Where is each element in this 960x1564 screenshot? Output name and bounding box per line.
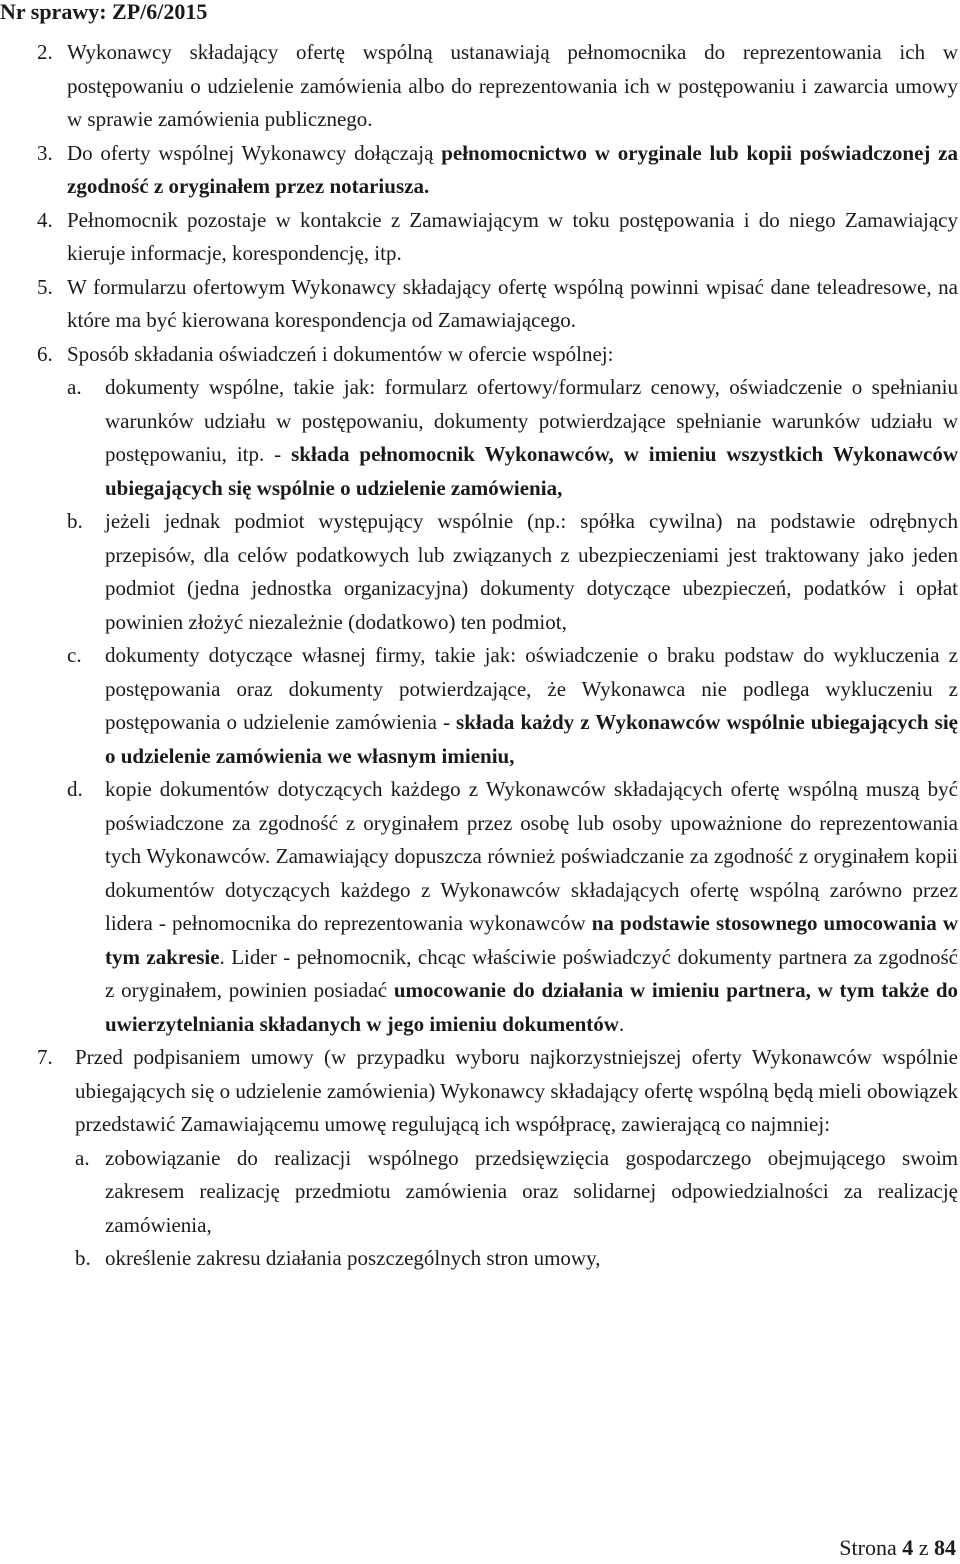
sub-item-text: jeżeli jednak podmiot występujący wspólnie (np.: spółka cywilna) na podstawie odrębnych przepisów, dla celów podatkowych lub związanych z ubezpieczeniami jest traktowany jako jeden podmiot (jedna jednostka organizacyjna) dokumenty dotyczące ubezpieczeń, podatków i opłat powinien złożyć niezależnie (dodatkowo) ten podmiot,	[105, 509, 958, 634]
item-text: W formularzu ofertowym Wykonawcy składający ofertę wspólną powinni wpisać dane teleadresowe, na które ma być kierowana korespondencja od Zamawiającego.	[67, 274, 958, 332]
sub-item-text: kopie dokumentów dotyczących każdego z Wykonawców składających ofertę wspólną muszą być poświadczone za zgodność z oryginałem przez osobę lub osoby upoważnione do reprezentowania tych Wykonawców. Zamawiający dopuszcza również poświadczanie za zgodność z oryginałem kopii dokumentów dotyczących każdego z Wykonawców składających ofertę wspólną zarówno przez lidera - pełnomocnika do reprezentowania wykonawców na podstawie stosownego umocowania w tym zakresie. Lider - pełnomocnik, chcąc właściwie poświadczyć dokumenty partnera za zgodność z oryginałem, powinien posiadać umocowanie do działania w imieniu partnera, w tym także do uwierzytelniania składanych w jego imieniu dokumentów.	[105, 777, 958, 1036]
item-number: 4.	[37, 207, 53, 232]
list-item-7	[0, 1041, 958, 1276]
list-item-2	[0, 36, 958, 137]
item-text: Pełnomocnik pozostaje w kontakcie z Zamawiającym w toku postępowania i do niego Zamawiający kieruje informacje, korespondencję, itp.	[67, 207, 958, 265]
page-number: Strona 4 z 84	[839, 1535, 956, 1560]
sub-item-letter: b.	[67, 509, 83, 533]
item-number: 7.	[37, 1045, 53, 1069]
document-body	[0, 36, 958, 1276]
sub-item-letter: c.	[67, 643, 82, 667]
item-number: 5.	[37, 274, 53, 299]
sub-item-text: określenie zakresu działania poszczególnych stron umowy,	[105, 1246, 601, 1270]
sub-item-letter: b.	[75, 1246, 91, 1270]
list-item-3	[0, 137, 958, 204]
sub-item-a	[75, 1142, 958, 1243]
sub-item-letter: a.	[75, 1145, 90, 1170]
sub-item-text: zobowiązanie do realizacji wspólnego przedsięwzięcia gospodarczego obejmującego swoim zakresem realizację przedmiotu zamówienia oraz solidarnej odpowiedzialności za realizację zamówienia,	[105, 1145, 958, 1237]
sub-item-c	[67, 639, 958, 773]
item-number: 3.	[37, 140, 53, 165]
list-item-5	[0, 271, 958, 338]
sub-item-text: dokumenty dotyczące własnej firmy, takie jak: oświadczenie o braku podstaw do wykluczenia z postępowania oraz dokumenty potwierdzające, że Wykonawca nie podlega wykluczeniu z postępowania o udzielenie zamówienia - składa każdy z Wykonawców wspólnie ubiegających się o udzielenie zamówienia we własnym imieniu,	[105, 643, 959, 768]
sub-item-b	[67, 505, 958, 639]
item-number: 6.	[37, 341, 53, 366]
item-text: Wykonawcy składający ofertę wspólną ustanawiają pełnomocnika do reprezentowania ich w postępowaniu o udzielenie zamówienia albo do reprezentowania ich w postępowaniu i zawarcia umowy w sprawie zamówienia publicznego.	[67, 40, 958, 131]
list-item-4	[0, 204, 958, 271]
list-item-6	[0, 338, 958, 1042]
item-number: 2.	[37, 40, 53, 64]
sub-item-letter: d.	[67, 777, 83, 801]
sub-item-d	[67, 773, 958, 1041]
sub-item-letter: a.	[67, 375, 82, 399]
item-text: Przed podpisaniem umowy (w przypadku wyboru najkorzystniejszej oferty Wykonawców wspólnie ubiegających się o udzielenie zamówienia) Wykonawcy składający ofertę wspólną będą mieli obowiązek przedstawić Zamawiającemu umowę regulującą ich współpracę, zawierającą co najmniej:	[75, 1045, 958, 1136]
item-text: Sposób składania oświadczeń i dokumentów w ofercie wspólnej:	[67, 341, 614, 366]
sub-item-a	[67, 371, 958, 505]
case-number: Nr sprawy: ZP/6/2015	[0, 0, 208, 24]
sub-item-b	[75, 1242, 958, 1276]
item-text: Do oferty wspólnej Wykonawcy dołączają pełnomocnictwo w oryginale lub kopii poświadczonej za zgodność z oryginałem przez notariusza.	[67, 140, 958, 198]
sub-item-text: dokumenty wspólne, takie jak: formularz ofertowy/formularz cenowy, oświadczenie o spełnianiu warunków udziału w postępowaniu, dokumenty potwierdzające spełnianie warunków udziału w postępowaniu, itp. - składa pełnomocnik Wykonawców, w imieniu wszystkich Wykonawców ubiegających się wspólnie o udzielenie zamówienia,	[105, 375, 959, 500]
